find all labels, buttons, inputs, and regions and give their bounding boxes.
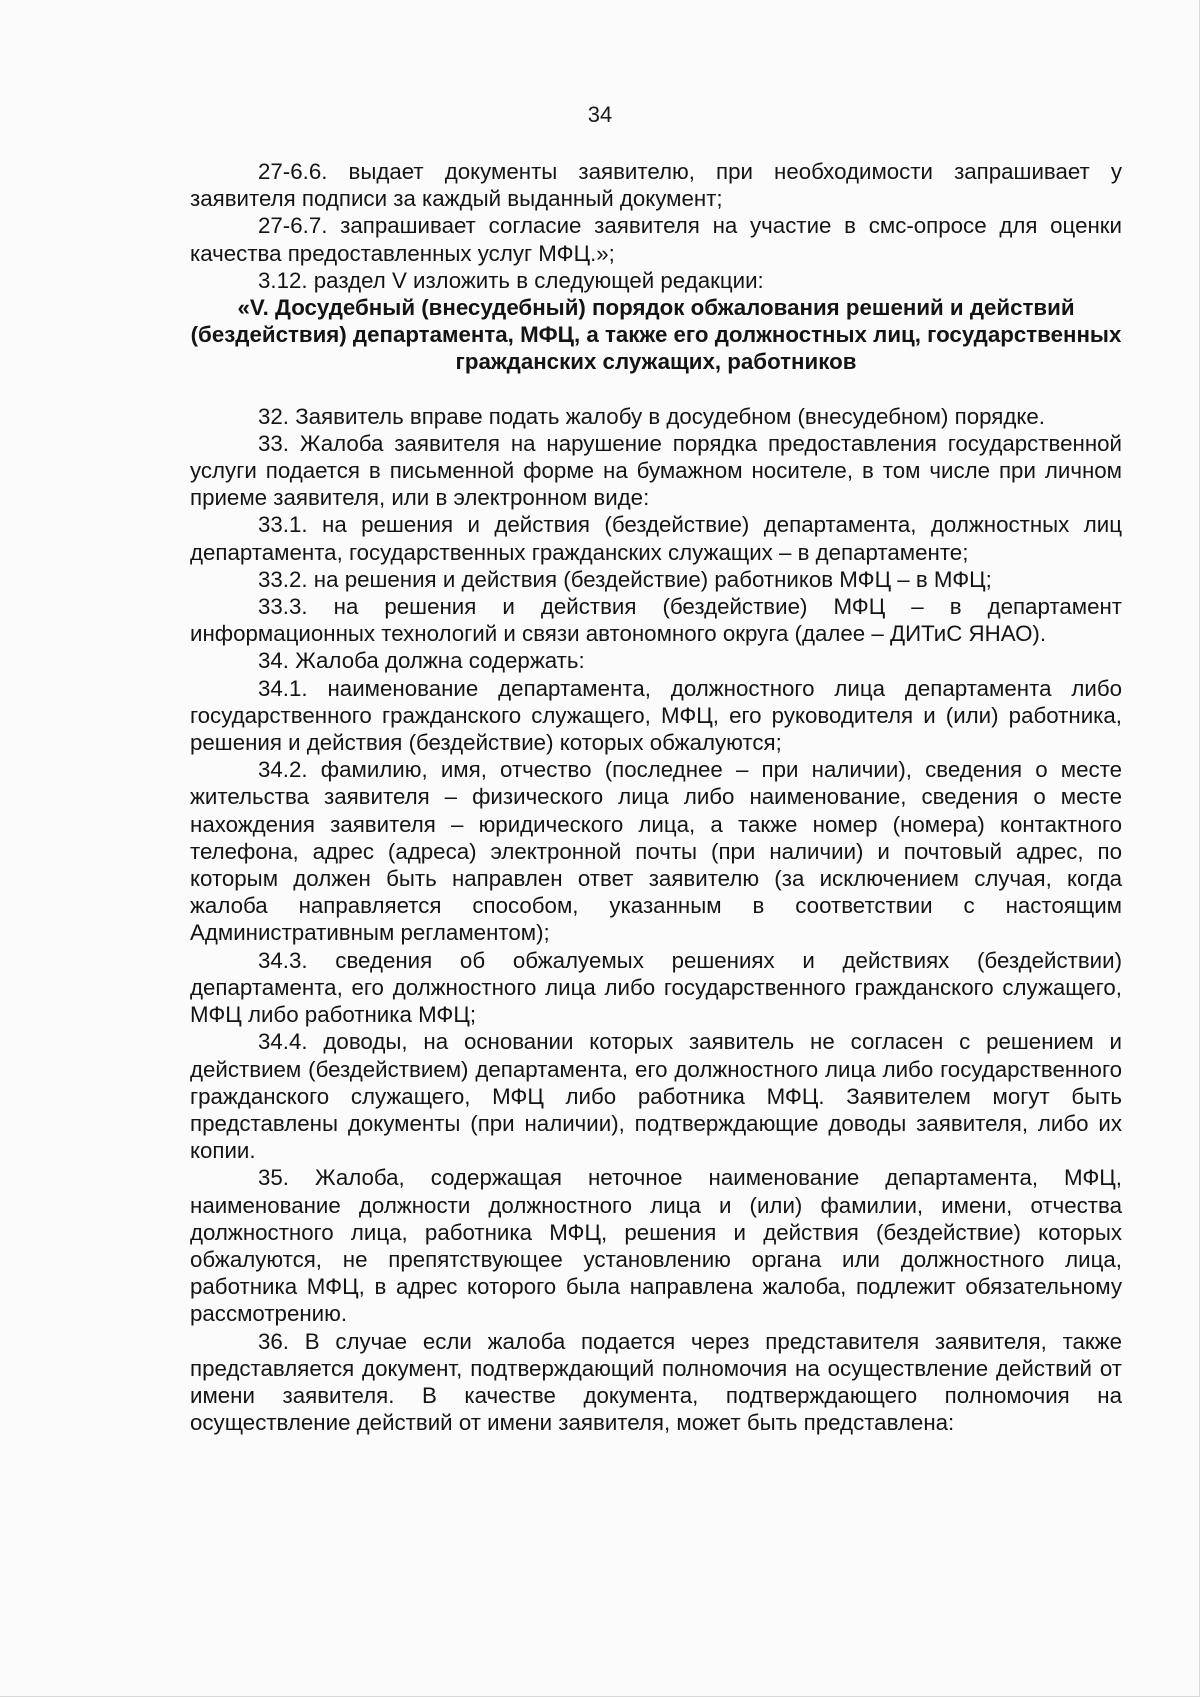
- paragraph-34-4: 34.4. доводы, на основании которых заявитель не согласен с решением и действием (бездействием) департамента, его должностного лица либо государственного гражданского служащего, МФЦ либо работника МФЦ. Заявителем могут быть представлены документы (при наличии), подтверждающие доводы заявителя, либо их копии.: [190, 1029, 1122, 1164]
- paragraph-36: 36. В случае если жалоба подается через представителя заявителя, также представляется документ, подтверждающий полномочия на осуществление действий от имени заявителя. В качестве документа, подтверждающего полномочия на осуществление действий от имени заявителя, может быть представлена:: [190, 1328, 1122, 1436]
- paragraph-3-12: 3.12. раздел V изложить в следующей редакции:: [258, 267, 764, 293]
- document-body: [190, 158, 1122, 1436]
- paragraph-34-1: 34.1. наименование департамента, должностного лица департамента либо государственного гражданского служащего, МФЦ, его руководителя и (или) работника, решения и действия (бездействие) которых обжалуются;: [190, 675, 1122, 756]
- paragraph-33-2: 33.2. на решения и действия (бездействие) работников МФЦ – в МФЦ;: [258, 566, 992, 592]
- paragraph-32: 32. Заявитель вправе подать жалобу в досудебном (внесудебном) порядке.: [258, 403, 1045, 429]
- paragraph-35: 35. Жалоба, содержащая неточное наименование департамента, МФЦ, наименование должности должностного лица и (или) фамилии, имени, отчества должностного лица, работника МФЦ, решения и действия (бездействие) которых обжалуются, не препятствующее установлению органа или должностного лица, работника МФЦ, в адрес которого была направлена жалоба, подлежит обязательному рассмотрению.: [190, 1165, 1122, 1327]
- paragraph-33: 33. Жалоба заявителя на нарушение порядка предоставления государственной услуги подается в письменной форме на бумажном носителе, в том числе при личном приеме заявителя, или в электронном виде:: [190, 430, 1122, 511]
- paragraph-34-3: 34.3. сведения об обжалуемых решениях и действиях (бездействии) департамента, его должностного лица либо государственного гражданского служащего, МФЦ либо работника МФЦ;: [190, 947, 1122, 1028]
- page-number: 34: [587, 102, 613, 127]
- paragraph-33-3: 33.3. на решения и действия (бездействие) МФЦ – в департамент информационных технологий и связи автономного округа (далее – ДИТиС ЯНАО).: [190, 594, 1122, 647]
- paragraph-27-6-7: 27-6.7. запрашивает согласие заявителя на участие в смс-опросе для оценки качества предоставленных услуг МФЦ.»;: [190, 213, 1122, 266]
- section-heading: «V. Досудебный (внесудебный) порядок обжалования решений и действий (бездействия) департамента, МФЦ, а также его должностных лиц, государственных гражданских служащих, работников: [190, 295, 1122, 375]
- paragraph-27-6-6: 27-6.6. выдает документы заявителю, при необходимости запрашивает у заявителя подписи за каждый выданный документ;: [190, 159, 1122, 212]
- paragraph-34-2: 34.2. фамилию, имя, отчество (последнее – при наличии), сведения о месте жительства заявителя – физического лица либо наименование, сведения о месте нахождения заявителя – юридического лица, а также номер (номера) контактного телефона, адрес (адреса) электронной почты (при наличии) и почтовый адрес, по которым должен быть направлен ответ заявителю (за исключением случая, когда жалоба направляется способом, указанным в соответствии с настоящим Административным регламентом);: [190, 757, 1122, 946]
- paragraph-34: 34. Жалоба должна содержать:: [258, 648, 585, 674]
- paragraph-33-1: 33.1. на решения и действия (бездействие) департамента, должностных лиц департамента, государственных гражданских служащих – в департаменте;: [190, 512, 1122, 565]
